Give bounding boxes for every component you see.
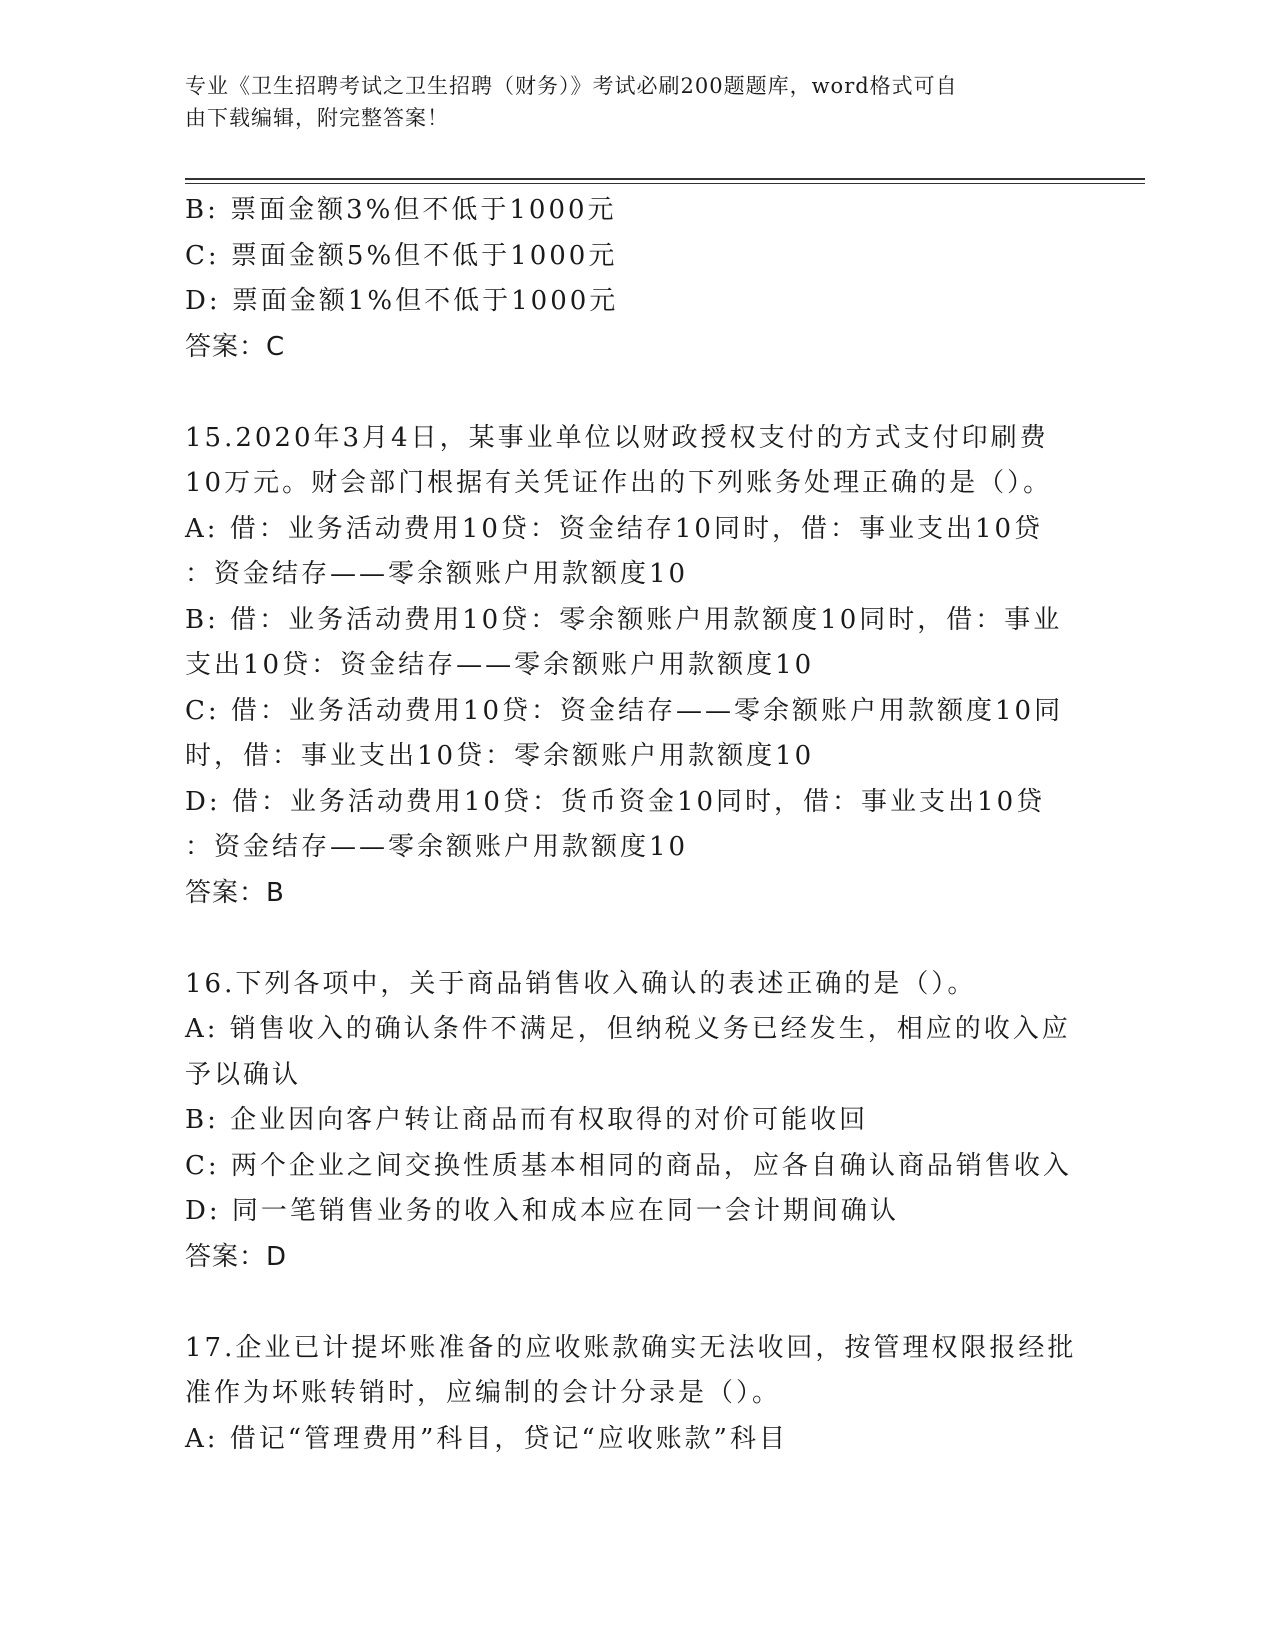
q16-option-c: C: 两个企业之间交换性质基本相同的商品，应各自确认商品销售收入	[185, 1150, 1072, 1181]
q17-option-a: A: 借记“管理费用”科目，贷记“应收账款”科目	[185, 1423, 788, 1454]
header-divider-thick	[185, 178, 1145, 180]
q14-option-b: B: 票面金额3%但不低于1000元	[185, 195, 617, 225]
q17-stem-line-2: 准作为坏账转销时，应编制的会计分录是（）。	[185, 1378, 782, 1408]
q15-option-c-line-2: 时，借：事业支出10贷：零余额账户用款额度10	[185, 741, 815, 771]
question-content	[185, 188, 1085, 1462]
q15-stem-line-2: 10万元。财会部门根据有关凭证作出的下列账务处理正确的是（）。	[185, 468, 1053, 498]
q15-answer: 答案：B	[185, 877, 285, 908]
q16-option-a-line-1: A: 销售收入的确认条件不满足，但纳税义务已经发生，相应的收入应	[185, 1014, 1071, 1044]
q14-option-d: D: 票面金额1%但不低于1000元	[185, 286, 619, 316]
q17-stem-line-1: 17.企业已计提坏账准备的应收账款确实无法收回，按管理权限报经批	[185, 1332, 1077, 1363]
question-15	[185, 416, 1085, 917]
q15-option-a-line-2: ：资金结存——零余额账户用款额度10	[185, 559, 689, 589]
q14-option-c: C: 票面金额5%但不低于1000元	[185, 240, 618, 271]
document-header	[185, 70, 1065, 134]
header-divider-thin	[185, 183, 1145, 184]
q15-option-b-line-2: 支出10贷：资金结存——零余额账户用款额度10	[185, 650, 815, 680]
q16-answer: 答案：D	[185, 1241, 288, 1272]
header-line-1: 专业《卫生招聘考试之卫生招聘（财务）》考试必刷200题题库，word格式可自	[185, 74, 958, 98]
q15-option-a-line-1: A: 借：业务活动费用10贷：资金结存10同时，借：事业支出10贷	[185, 513, 1044, 544]
q15-option-d-line-1: D: 借：业务活动费用10贷：货币资金10同时，借：事业支出10贷	[185, 786, 1046, 817]
q16-stem: 16.下列各项中，关于商品销售收入确认的表述正确的是（）。	[185, 968, 977, 999]
q15-stem-line-1: 15.2020年3月4日，某事业单位以财政授权支付的方式支付印刷费	[185, 422, 1049, 453]
q16-option-b: B: 企业因向客户转让商品而有权取得的对价可能收回	[185, 1105, 869, 1135]
q16-option-d: D: 同一笔销售业务的收入和成本应在同一会计期间确认	[185, 1196, 899, 1226]
q16-option-a-line-2: 予以确认	[185, 1059, 302, 1090]
q15-option-b-line-1: B: 借：业务活动费用10贷：零余额账户用款额度10同时，借：事业	[185, 604, 1063, 635]
question-14	[185, 188, 1085, 370]
question-17	[185, 1326, 1085, 1463]
question-16	[185, 962, 1085, 1281]
header-line-2: 由下载编辑，附完整答案！	[185, 106, 449, 130]
q15-option-d-line-2: ：资金结存——零余额账户用款额度10	[185, 832, 689, 862]
q15-option-c-line-1: C: 借：业务活动费用10贷：资金结存——零余额账户用款额度10同	[185, 695, 1064, 726]
q14-answer: 答案：C	[185, 331, 286, 362]
